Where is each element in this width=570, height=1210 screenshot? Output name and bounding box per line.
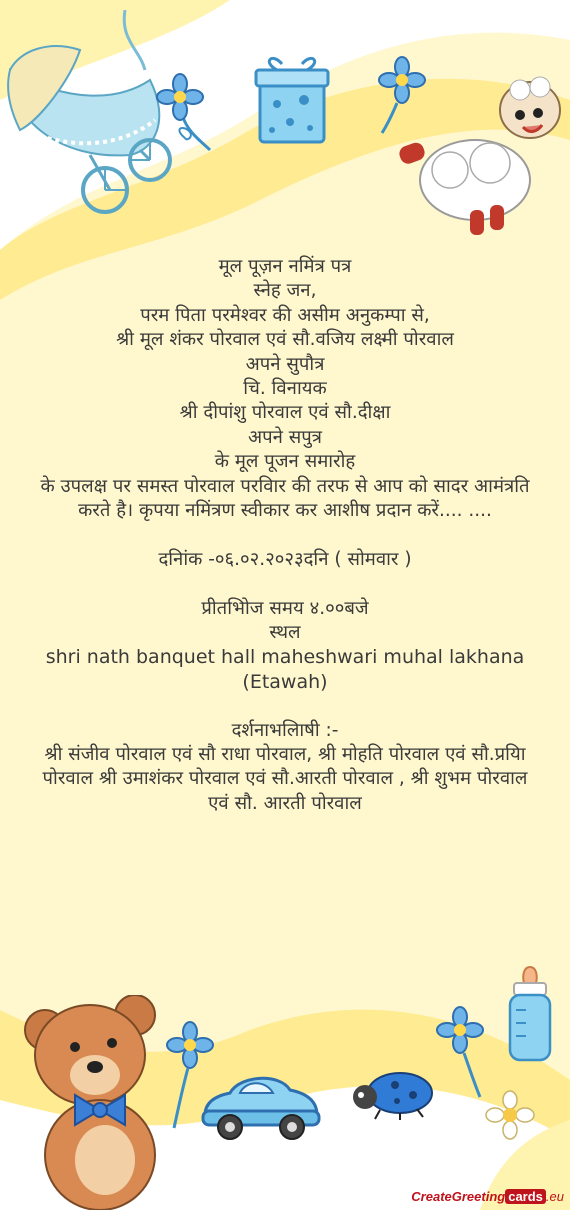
venue-label: स्थल — [269, 622, 301, 644]
relation-line: अपने सुपौत्र — [245, 353, 325, 375]
feast-time: प्रीतभिोज समय ४.००बजे — [201, 597, 369, 619]
parents-names: श्री दीपांशु पोरवाल एवं सौ.दीक्षा — [179, 402, 391, 424]
invitation-text — [30, 255, 540, 816]
gift-box-icon — [252, 52, 332, 147]
sheep-icon — [390, 75, 570, 245]
blessing-line: परम पिता परमेश्वर की असीम अनुकम्पा से, — [140, 304, 430, 326]
grandparents-names: श्री मूल शंकर पोरवाल एवं सौ.वजिय लक्ष्मी पोरवाल — [116, 329, 454, 351]
baby-bottle-icon — [500, 965, 560, 1065]
invitation-body: के उपलक्ष पर समस्त पोरवाल परविार की तरफ से आप को सादर आमंत्रति करते है। कृपया नमिंत्रण स्वीकार कर आशीष प्रदान करें.... .... — [40, 475, 530, 522]
brand-name: CreateGreeting — [411, 1189, 506, 1204]
hosts-names: श्री संजीव पोरवाल एवं सौ राधा पोरवाल, श्री मोहति पोरवाल एवं सौ.प्रयिा पोरवाल श्री उमाशंकर पोरवाल एवं सौ.आरती पोरवाल , श्री शुभम पोरवाल एवं सौ. आरती पोरवाल — [42, 744, 528, 814]
salutation: स्नेह जन, — [253, 280, 317, 302]
flower-icon — [430, 1005, 500, 1100]
venue-address: shri nath banquet hall maheshwari muhal lakhana (Etawah) — [45, 646, 525, 693]
flower-icon — [485, 1090, 535, 1140]
toy-car-icon — [195, 1065, 325, 1145]
brand-tld: .eu — [545, 1189, 564, 1204]
brand-cards: cards — [505, 1189, 546, 1204]
invitation-title: मूल पूज़न नमिंत्र पत्र — [218, 256, 352, 277]
brand-watermark[interactable] — [411, 1189, 564, 1204]
flower-icon — [155, 70, 225, 160]
child-name: चि. विनायक — [243, 378, 327, 400]
ceremony-line: के मूल पूजन समारोह — [214, 451, 356, 473]
teddy-bear-icon — [20, 995, 180, 1210]
event-date: दनिांक -०६.०२.२०२३दनि ( सोमवार ) — [158, 548, 412, 570]
hosts-label: दर्शनाभलिाषी :- — [231, 719, 339, 741]
ladybug-icon — [345, 1065, 440, 1120]
relation-line-2: अपने सपुत्र — [247, 426, 323, 448]
